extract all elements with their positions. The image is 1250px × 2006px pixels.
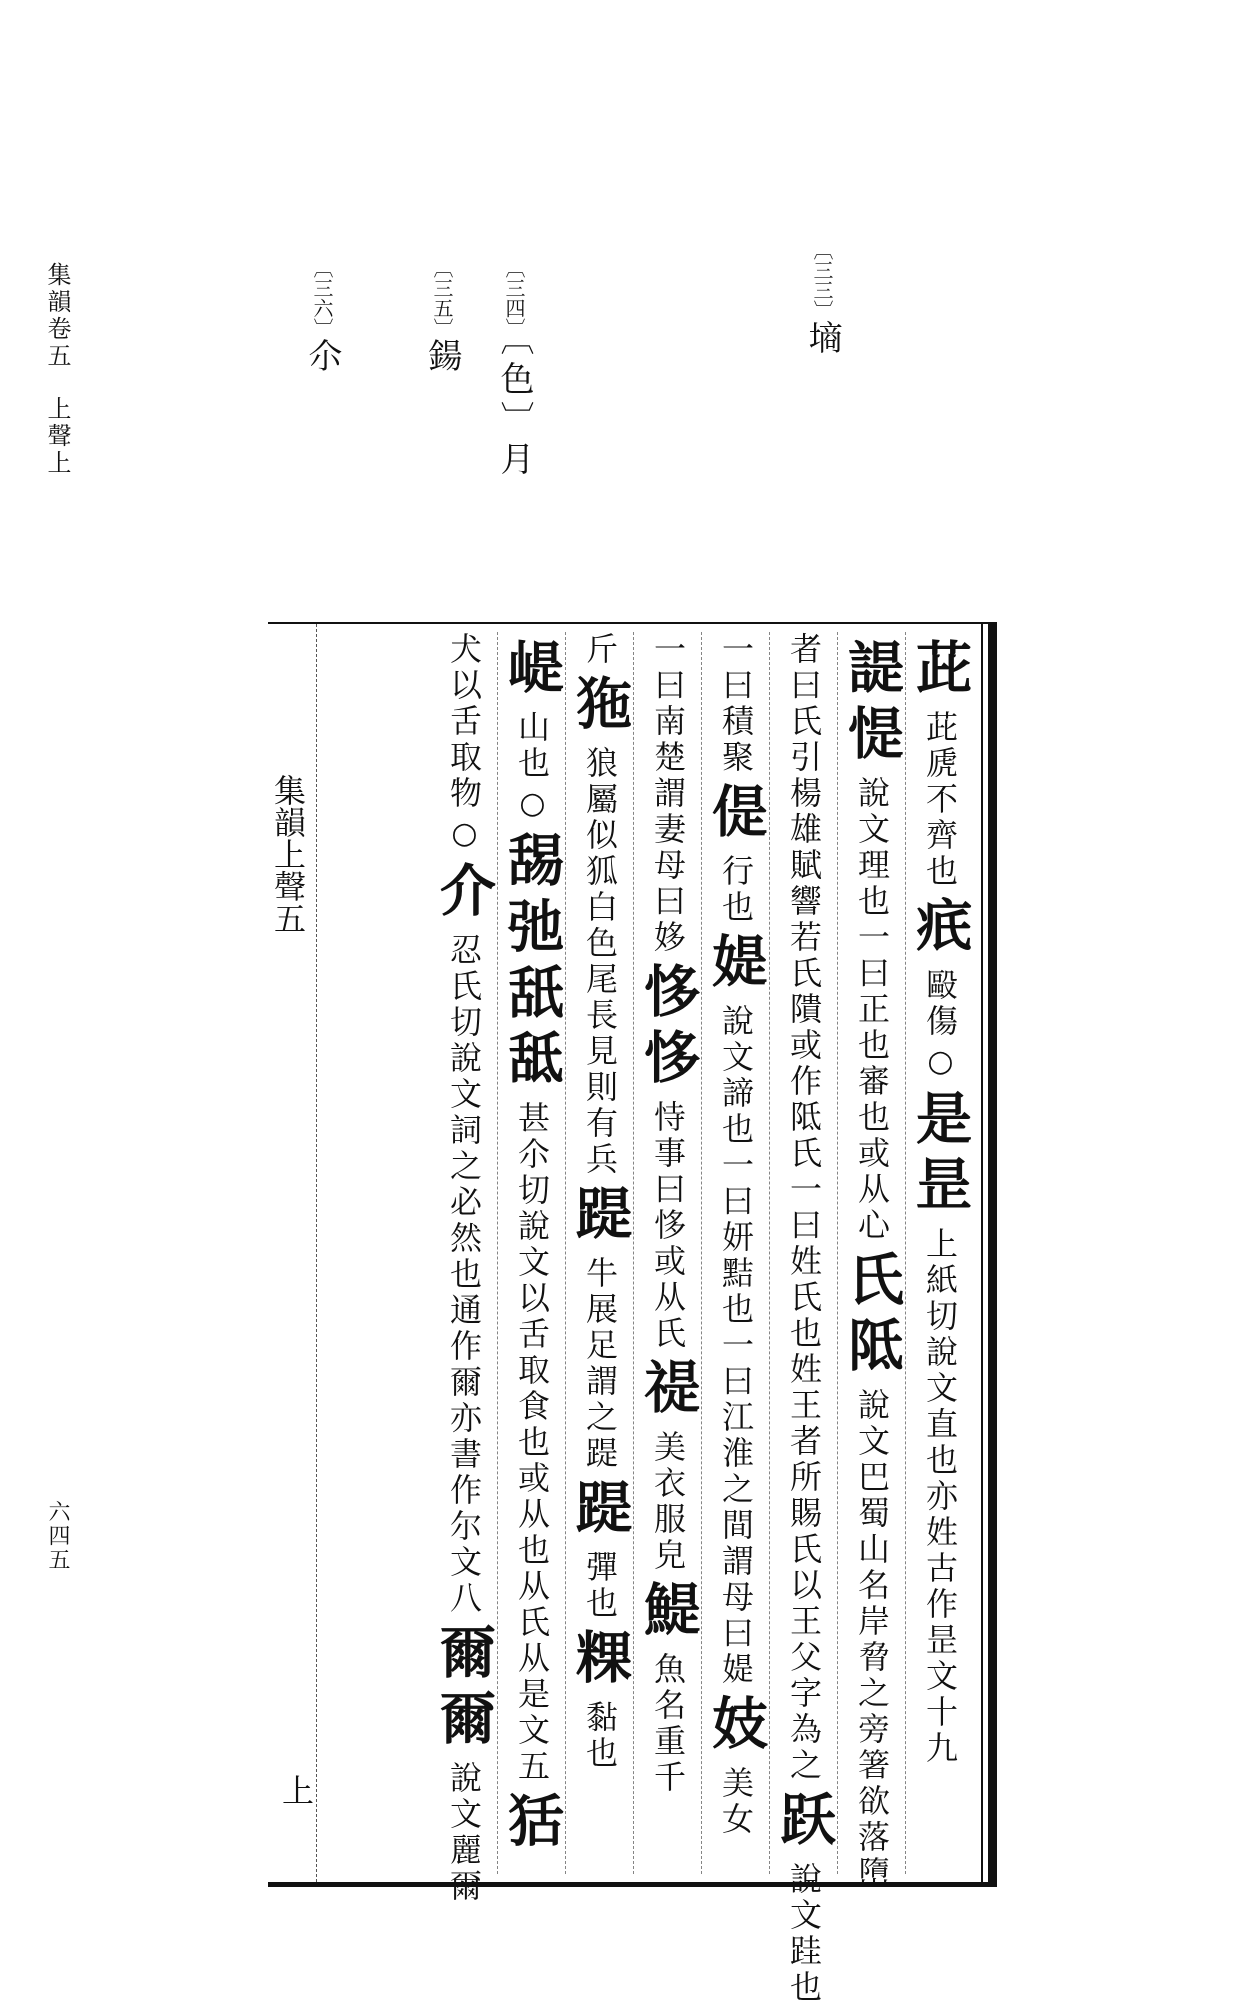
gloss-text: 說文諦也一曰妍黠也一曰江淮之間謂母曰媞: [717, 1004, 755, 1688]
note-number: 〔三三〕: [810, 240, 834, 320]
gloss-text: 黏也: [581, 1700, 619, 1772]
headword: 氏阺: [839, 1250, 905, 1382]
text-column: [771, 632, 837, 2006]
gloss-text: 忍氏切說文詞之必然也通作爾亦書作尔文八: [445, 933, 483, 1617]
gloss-text: 說文麗爾: [445, 1761, 483, 1905]
headword: 妓: [703, 1694, 769, 1760]
note-text: 尒: [302, 338, 342, 378]
text-column: [431, 632, 497, 1905]
column-rule: [905, 632, 906, 1874]
text-column: [500, 632, 564, 1876]
gloss-text: 行也: [717, 854, 755, 926]
gloss-text: 說文理也一曰正也審也或从心: [853, 776, 891, 1244]
text-columns: [431, 632, 973, 2006]
note-text: 墒: [802, 320, 842, 360]
note-number: 〔三四〕: [502, 258, 526, 338]
gloss-text: 一曰南楚謂妻母曰姼: [649, 632, 687, 956]
text-column: [704, 632, 768, 1876]
headword: 媞: [703, 932, 769, 998]
headword: 踶: [567, 1478, 633, 1544]
gloss-text: 茈虒不齊也: [921, 710, 959, 890]
column-rule: [497, 632, 498, 1874]
note-text: 〔色〕月: [494, 338, 534, 481]
collation-note-33: [798, 240, 847, 360]
gloss-text: 牛展足謂之踶: [581, 1256, 619, 1472]
frame-inner-rule: [981, 624, 983, 1882]
gloss-text: 山也: [513, 710, 551, 782]
gloss-text: 美衣服皃: [649, 1430, 687, 1574]
woodblock-frame: [268, 622, 997, 2006]
column-rule: [565, 632, 566, 1874]
centre-fold-leaf: 上: [277, 1774, 315, 1806]
column-rule: [701, 632, 702, 1874]
headword: 崼: [499, 638, 565, 704]
headword: 疧: [907, 896, 973, 962]
centre-fold-title: 集韻上聲五: [269, 774, 307, 934]
gloss-text: 說文巴蜀山名岸脅之旁箸欲落嶞: [853, 1388, 891, 1892]
gloss-text: 彈也: [581, 1550, 619, 1622]
collation-note-34: [490, 258, 539, 481]
running-header: [40, 262, 75, 477]
column-rule: [633, 632, 634, 1874]
rhyme-group-circle: ○: [923, 1044, 958, 1079]
column-rule: [837, 632, 838, 1874]
gloss-text: 者曰氏引楊雄賦響若氏隤或作阺氏一曰姓氏也姓王者所賜氏以王父字為之: [785, 632, 823, 1784]
running-header-section: 上聲上: [43, 396, 71, 477]
headword: 狏: [567, 674, 633, 740]
text-column: [908, 632, 972, 1876]
gloss-text: 一曰積聚: [717, 632, 755, 776]
headword: 諟惿: [839, 638, 905, 770]
gloss-text: 魚名重千: [649, 1652, 687, 1796]
gloss-text: 美女: [717, 1766, 755, 1838]
note-text: 鍚: [422, 338, 462, 378]
headword: 偍: [703, 782, 769, 848]
gloss-text: 犬以舌取物: [445, 632, 483, 812]
headword: 鯷: [635, 1580, 701, 1646]
gloss-text: 說文跬也: [785, 1862, 823, 2006]
gloss-text: 狼屬似狐白色尾長見則有兵: [581, 746, 619, 1178]
headword: 恀恀: [635, 962, 701, 1094]
centre-fold-column: [268, 624, 317, 1882]
note-number: 〔三六〕: [310, 258, 334, 338]
rhyme-group-circle: ○: [447, 816, 482, 851]
text-column: [636, 632, 700, 1876]
headword: 禔: [635, 1358, 701, 1424]
headword: 狧: [499, 1791, 565, 1857]
headword: 舓弛舐䑛: [499, 831, 565, 1095]
gloss-text: 甚尒切說文以舌取食也或从也从氏从是文五: [513, 1101, 551, 1785]
gloss-text: 毆傷: [921, 968, 959, 1040]
running-header-title: 集韻卷五: [43, 262, 71, 370]
gloss-text: 斤: [581, 632, 619, 668]
collation-note-36: [298, 258, 347, 378]
headword: 粿: [567, 1628, 633, 1694]
page-number: 六四五: [45, 1500, 70, 1572]
headword: 爾爾: [431, 1623, 497, 1755]
gloss-text: 上紙切說文直也亦姓古作昰文十九: [921, 1227, 959, 1767]
headword: 是昰: [907, 1089, 973, 1221]
headword: 茈: [907, 638, 973, 704]
headword: 跃: [771, 1790, 837, 1856]
headword: 介: [431, 861, 497, 927]
headword: 踶: [567, 1184, 633, 1250]
note-number: 〔三五〕: [430, 258, 454, 338]
rhyme-group-circle: ○: [515, 786, 550, 821]
gloss-text: 恃事曰恀或从氏: [649, 1100, 687, 1352]
collation-note-35: [418, 258, 467, 378]
text-column: [839, 632, 905, 1892]
text-column: [568, 632, 632, 1876]
column-rule: [769, 632, 770, 1874]
